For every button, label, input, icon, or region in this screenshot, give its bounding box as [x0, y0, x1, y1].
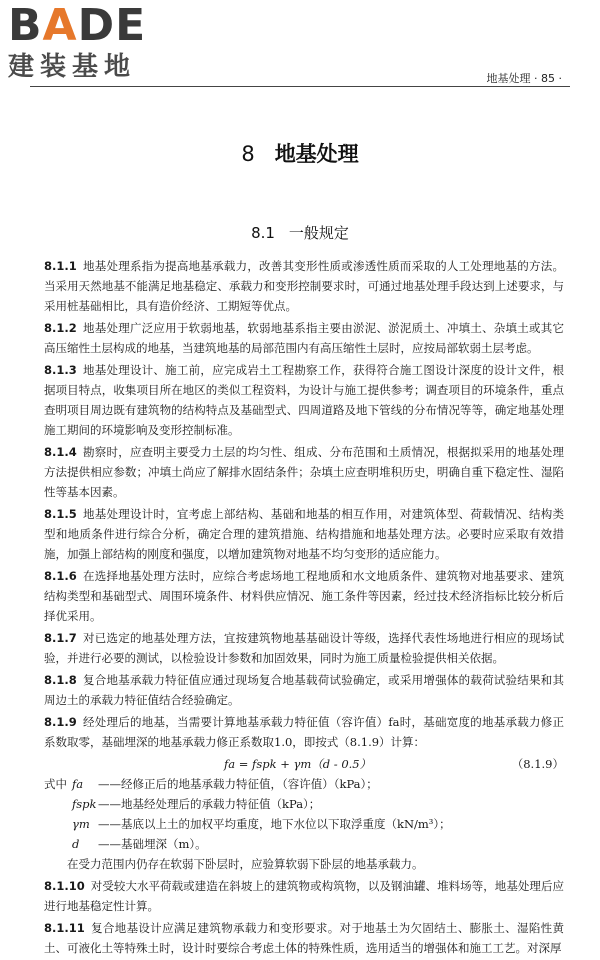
header-rule	[30, 86, 570, 87]
logo-tagline: 建装基地	[8, 52, 137, 82]
chapter-title-text: 地基处理	[274, 142, 359, 166]
clause: 8.1.1 地基处理系指为提高地基承载力，改善其变形性质或渗透性质而采取的人工处理地基的方法。当采用天然地基不能满足地基稳定、承载力和变形控制要求时，可通过地基处理手段达到上述要求，与采用桩基础相比，具有造价经济、工期短等优点。	[44, 259, 564, 313]
section-title-text: 一般规定	[288, 224, 349, 242]
section-number: 8.1	[251, 224, 275, 242]
formula: fa = fspk + γm（d - 0.5）	[224, 757, 372, 771]
clause: 8.1.7 对已选定的地基处理方法，宜按建筑物地基基础设计等级，选择代表性场地进行相应的现场试验，并进行必要的测试，以检验设计参数和加固效果，同时为施工质量检验提供相关依据。	[44, 631, 564, 665]
symbol-row: fspk ——地基经处理后的承载力特征值（kPa）；	[72, 797, 321, 811]
clause: 8.1.8 复合地基承载力特征值应通过现场复合地基载荷试验确定，或采用增强体的载荷试验结果和其周边土的承载力特征值结合经验确定。	[44, 673, 564, 707]
formula-number: （8.1.9）	[511, 757, 564, 771]
logo	[8, 0, 178, 82]
note-paragraph: 在受力范围内仍存在软弱下卧层时，应验算软弱下卧层的地基承载力。	[67, 857, 424, 871]
clause: 8.1.9 经处理后的地基，当需要计算地基承载力特征值（容许值）fa时，基础宽度的地基承载力修正系数取零，基础埋深的地基承载力修正系数取1.0，即按式（8.1.9）计算：	[44, 715, 564, 749]
body-text	[44, 256, 564, 960]
clause: 8.1.4 勘察时，应查明主要受力土层的均匀性、组成、分布范围和土质情况，根据拟采用的地基处理方法提供相应参数；冲填土尚应了解排水固结条件；杂填土应查明堆积历史，明确自重下稳定性、湿陷性等基本因素。	[44, 445, 564, 499]
symbol-definitions	[44, 774, 564, 854]
clause: 8.1.3 地基处理设计、施工前，应完成岩土工程勘察工作，获得符合施工图设计深度的设计文件，根据项目特点，收集项目所在地区的类似工程资料，为设计与施工提供参考；调查项目的环境条件，重点查明项目周边既有建筑物的结构特点及基础型式、四周道路及地下管线的分布情况等等，确定地基处理施工期间的环境影响及变形控制标准。	[44, 363, 564, 437]
clause: 8.1.10 对受较大水平荷载或建造在斜坡上的建筑物或构筑物，以及钢油罐、堆料场等，地基处理后应进行地基稳定性计算。	[44, 879, 564, 913]
clause: 8.1.11 复合地基设计应满足建筑物承载力和变形要求。对于地基土为欠固结土、膨胀土、湿陷性黄土、可液化土等特殊土时，设计时要综合考虑土体的特殊性质，选用适当的增强体和施工工艺。对深厚	[44, 921, 564, 955]
symbol-row: d ——基础埋深（m）。	[72, 837, 207, 851]
symbol-row: γm ——基底以上土的加权平均重度，地下水位以下取浮重度（kN/m³）；	[72, 817, 451, 831]
section-title	[0, 222, 600, 243]
clause: 8.1.5 地基处理设计时，宜考虑上部结构、基础和地基的相互作用，对建筑体型、荷载情况、结构类型和地质条件进行综合分析，确定合理的建筑措施、结构措施和地基处理方法。必要时应采取有效措施，加强上部结构的刚度和强度，以增加建筑物对地基不均匀变形的适应能力。	[44, 507, 564, 561]
chapter-title	[0, 138, 600, 168]
chapter-number: 8	[241, 142, 255, 166]
formula-row	[44, 754, 564, 774]
logo-wordmark: BADE	[8, 0, 147, 51]
running-head: 地基处理 · 85 ·	[486, 72, 562, 85]
clause: 8.1.2 地基处理广泛应用于软弱地基，软弱地基系指主要由淤泥、淤泥质土、冲填土、杂填土或其它高压缩性土层构成的地基，当建筑地基的局部范围内有高压缩性土层时，应按局部软弱土层考虑。	[44, 321, 564, 355]
symbol-row: 式中 fa ——经修正后的地基承载力特征值，（容许值）（kPa）；	[44, 777, 378, 791]
clause: 8.1.6 在选择地基处理方法时，应综合考虑场地工程地质和水文地质条件、建筑物对地基要求、建筑结构类型和基础型式、周围环境条件、材料供应情况、施工条件等因素，经过技术经济指标比较分析后择优采用。	[44, 569, 564, 623]
